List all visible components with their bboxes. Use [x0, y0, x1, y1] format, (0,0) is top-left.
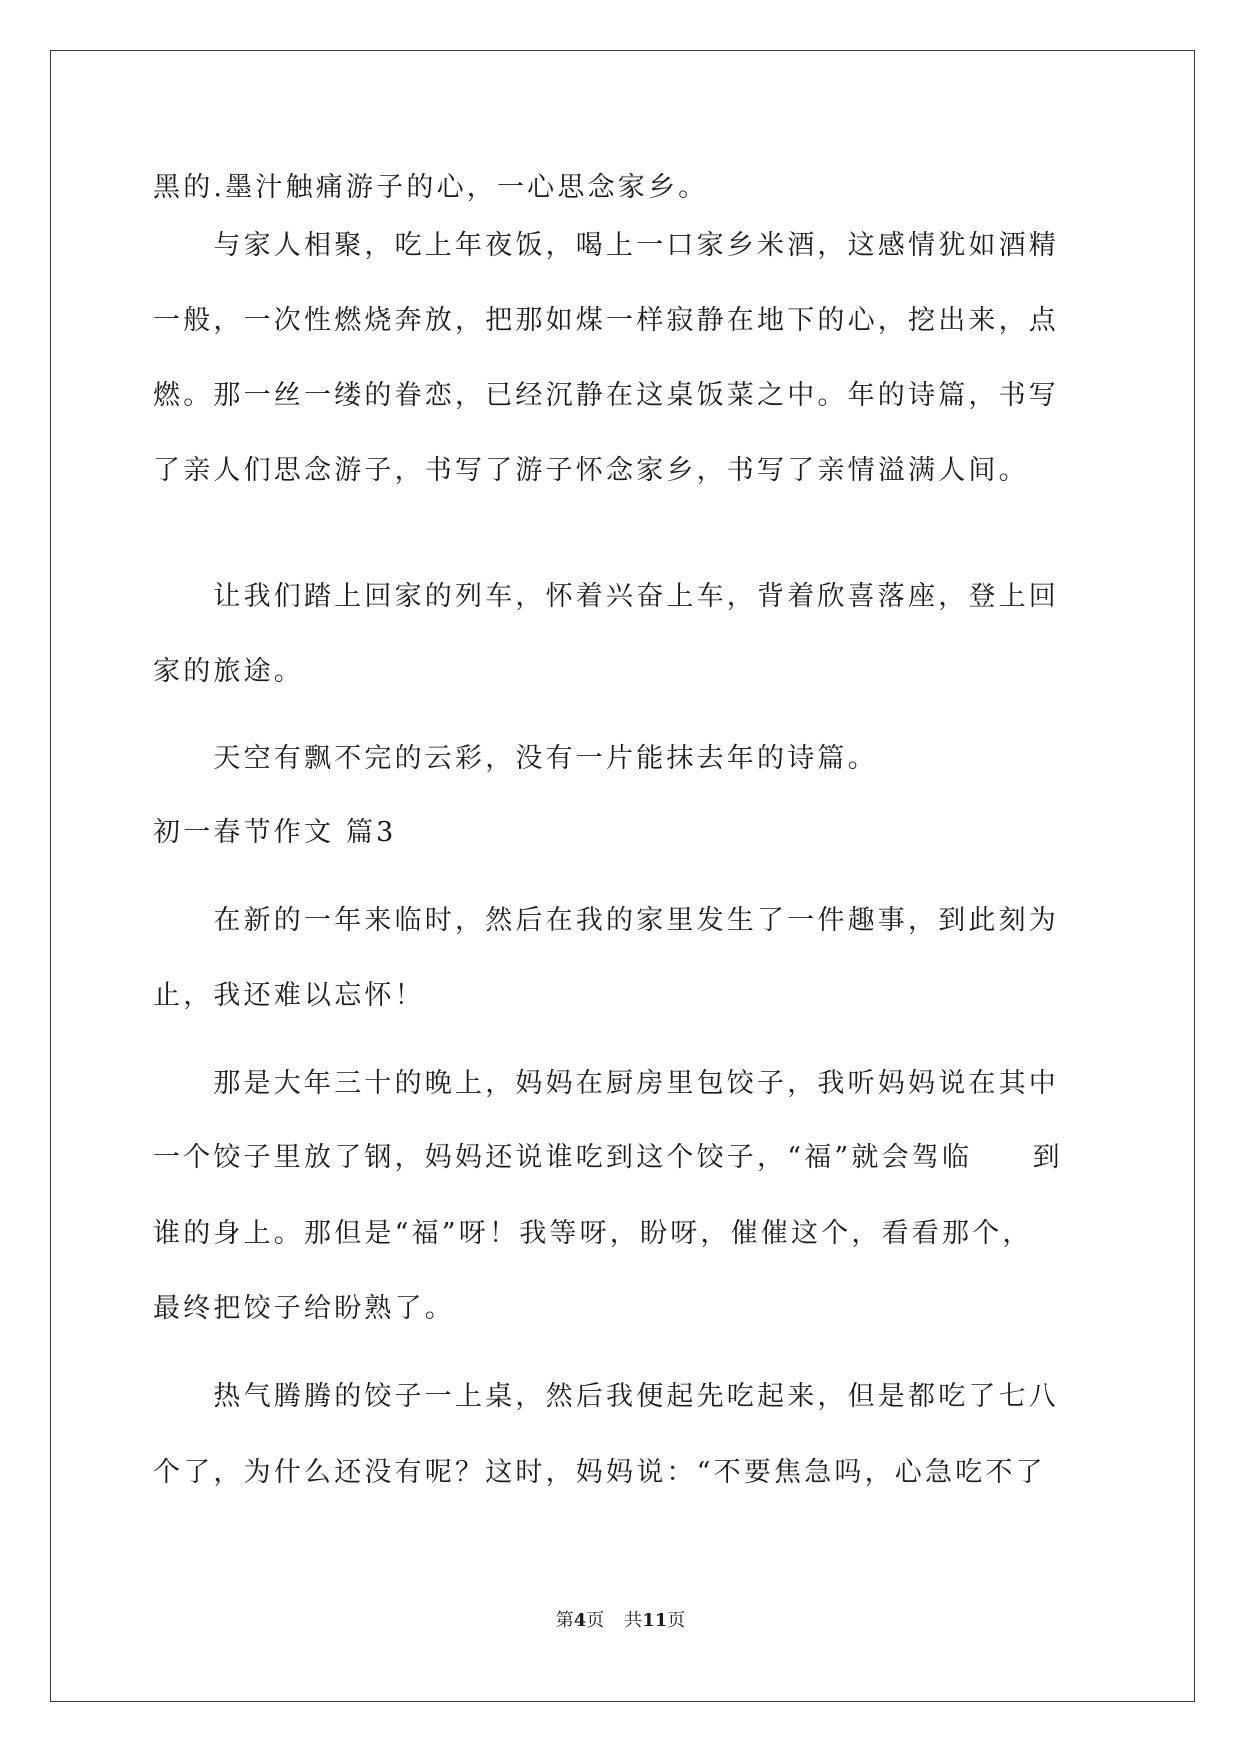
- current-page-number: 4: [573, 1610, 587, 1631]
- text-line: 一般，一次性燃烧奔放，把那如煤一样寂静在地下的心，挖出来，点: [153, 305, 1059, 336]
- total-pages-number: 11: [642, 1610, 668, 1631]
- text-line: 一个饺子里放了钢，妈妈还说谁吃到这个饺子，“福”就会驾临 到: [153, 1142, 1063, 1173]
- footer-page-suffix: 页: [586, 1610, 605, 1631]
- text-line: 个了，为什么还没有呢？这时，妈妈说：“不要焦急吗，心急吃不了: [153, 1457, 1046, 1488]
- paragraph-start: 与家人相聚，吃上年夜饭，喝上一口家乡米酒，这感情犹如酒精: [153, 230, 1059, 261]
- text-line: 燃。那一丝一缕的眷恋，已经沉静在这桌饭菜之中。年的诗篇，书写: [153, 380, 1059, 411]
- footer-total-suffix: 页: [667, 1610, 686, 1631]
- text-line: 家的旅途。: [153, 656, 304, 687]
- paragraph-start: 天空有飘不完的云彩，没有一片能抹去年的诗篇。: [153, 743, 878, 774]
- text-line: 谁的身上。那但是“福”呀！我等呀，盼呀，催催这个，看看那个，: [153, 1218, 1033, 1249]
- paragraph-start: 那是大年三十的晚上，妈妈在厨房里包饺子，我听妈妈说在其中: [153, 1068, 1059, 1099]
- section-heading: 初一春节作文 篇3: [153, 817, 397, 848]
- page-footer: [0, 1610, 1241, 1632]
- page-border: [50, 50, 1195, 1702]
- paragraph-start: 在新的一年来临时，然后在我的家里发生了一件趣事，到此刻为: [153, 905, 1059, 936]
- paragraph-start: 热气腾腾的饺子一上桌，然后我便起先吃起来，但是都吃了七八: [153, 1381, 1059, 1412]
- paragraph-start: 让我们踏上回家的列车，怀着兴奋上车，背着欣喜落座，登上回: [153, 581, 1059, 612]
- text-line: 止，我还难以忘怀！: [153, 980, 425, 1011]
- footer-total-prefix: 共: [624, 1610, 643, 1631]
- text-line: 了亲人们思念游子，书写了游子怀念家乡，书写了亲情溢满人间。: [153, 455, 1029, 486]
- text-line: 黑的.墨汁触痛游子的心，一心思念家乡。: [153, 172, 709, 203]
- footer-prefix: 第: [555, 1610, 574, 1631]
- text-line: 最终把饺子给盼熟了。: [153, 1293, 455, 1324]
